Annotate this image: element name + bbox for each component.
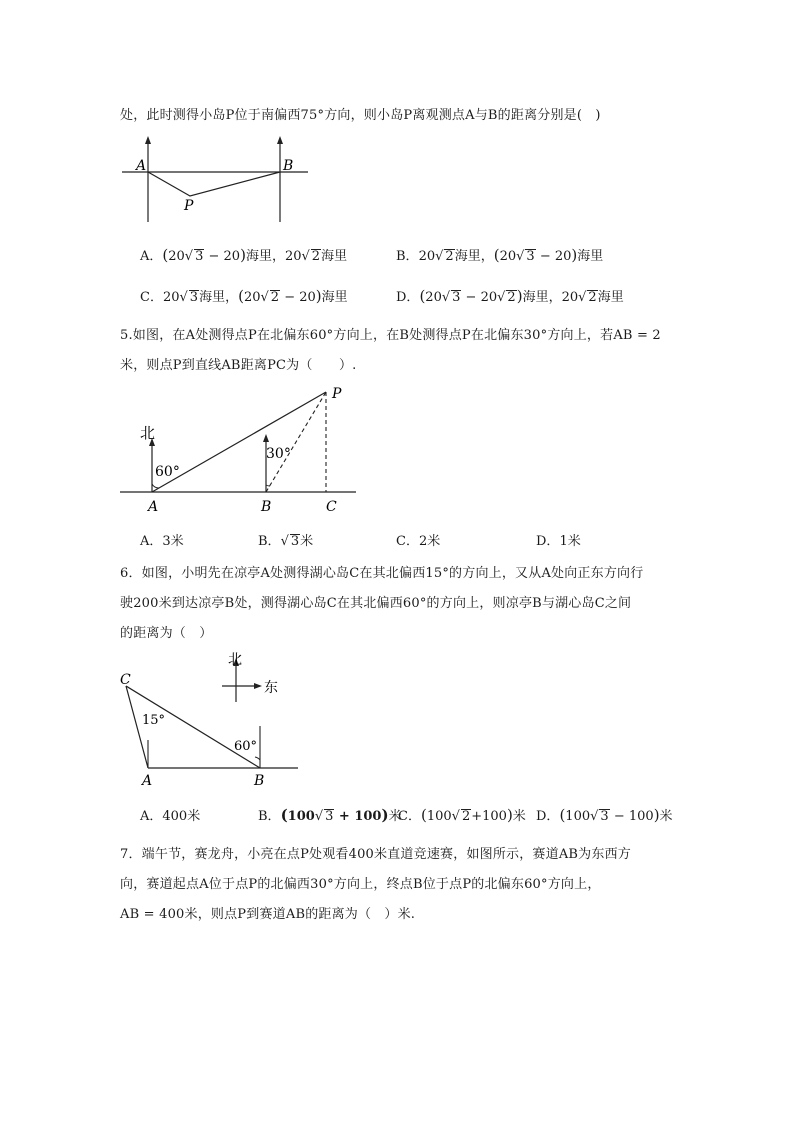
q4-b-root: 2 [445, 249, 454, 264]
q6-option-a[interactable] [140, 805, 200, 824]
q5-arrow-b [263, 434, 269, 442]
q4-d-num2: 20 [561, 290, 579, 305]
q5-option-c[interactable] [396, 530, 440, 549]
q4-b-unit1: 海里， [454, 249, 494, 264]
q5-option-b[interactable]: B．√ 3米 [258, 534, 314, 549]
q4-option-c[interactable]: C．20√ 3海里，(20√ 2 − 20)海里 [140, 287, 348, 305]
q4-d-unit1: 海里， [522, 290, 562, 305]
q4-option-d-label: D． [396, 290, 420, 305]
q4-option-a-label: A． [140, 249, 163, 264]
q5-label-p: P [332, 386, 342, 402]
q4-d-root: 3 [452, 290, 461, 305]
q5-arc-a [152, 484, 159, 488]
q4-figure [118, 136, 318, 226]
q5-option-a-label: A． [140, 534, 163, 549]
q4-label-p: P [184, 198, 194, 214]
q6-arc-b [255, 757, 260, 760]
q6-option-d[interactable]: D．(100√ 3 − 100)米 [536, 806, 673, 824]
q5-option-b-unit: 米 [300, 534, 314, 549]
q6-d-num: 100 [565, 809, 591, 824]
q4-d-root2: 2 [588, 290, 597, 305]
q4-c-num2: 20 [243, 290, 261, 305]
q4-option-c-label: C． [140, 290, 163, 305]
q6-option-c[interactable]: C．(100√ 2+100)米 [398, 806, 526, 824]
q6-option-b-label: B． [258, 809, 281, 824]
q4-a-num2: 20 [284, 249, 302, 264]
q4-option-a[interactable]: A．(20√ 3 − 20)海里，20√ 2海里 [140, 246, 348, 264]
q5-north-label: 北 [140, 424, 156, 442]
q4-d-num: 20 [425, 290, 442, 305]
q5-label-a: A [148, 499, 159, 515]
q4-arrow-a [145, 136, 151, 144]
q4-d-minus: − 20 [461, 290, 498, 305]
q4-c-num: 20 [162, 290, 180, 305]
q6-label-c: C [120, 672, 131, 688]
q4-d-unit2: 海里 [597, 290, 624, 305]
q6-angle-b: 60° [234, 739, 258, 754]
q6-d-unit: 米 [659, 809, 673, 824]
q4-option-d[interactable]: D．(20√ 3 − 20√ 2)海里，20√ 2海里 [396, 287, 624, 305]
q4-a-root2: 2 [311, 249, 321, 264]
q4-a-unit2: 海里 [321, 249, 348, 264]
q6-compass-east-label: 东 [264, 680, 278, 696]
q6-compass-east-arrow [254, 683, 262, 689]
q6-stem-line1: 6．如图，小明先在凉亭A处测得湖心岛C在其北偏西15°的方向上，又从A处向正东方向行 [120, 566, 644, 581]
q7-stem-line1: 7．端午节，赛龙舟，小亮在点P处观看400米直道竞速赛，如图所示，赛道AB为东西方 [120, 847, 631, 862]
q4-a-unit1: 海里， [245, 249, 285, 264]
q6-angle-a: 15° [142, 713, 166, 728]
q4-c-unit1: 海里， [199, 290, 239, 305]
q4-stem-tail: 处，此时测得小岛P位于南偏西75°方向，则小岛P离观测点A与B的距离分别是( ) [120, 108, 601, 123]
q5-option-b-root: 3 [290, 534, 300, 549]
q4-label-a: A [136, 158, 147, 174]
q6-c-num: 100 [426, 809, 452, 824]
q6-stem-line2: 驶200米到达凉亭B处，测得湖心岛C在其北偏西60°的方向上，则凉亭B与湖心岛C之间 [120, 596, 632, 611]
q5-angle-a: 60° [155, 464, 180, 480]
q4-c-minus: − 20 [280, 290, 316, 305]
q6-b-root: 3 [325, 809, 334, 824]
q5-stem-line1: 5.如图，在A处测得点P在北偏东60°方向上，在B处测得点P在北偏东30°方向上，若AB = 2 [120, 328, 661, 343]
q4-arrow-b [277, 136, 283, 144]
q6-c-unit: 米 [512, 809, 526, 824]
q4-b-num2: 20 [499, 249, 517, 264]
q4-label-b: B [283, 158, 294, 174]
q6-d-minus: − 100 [609, 809, 654, 824]
q7-stem-line2: 向，赛道起点A位于点P的北偏西30°方向上，终点B位于点P的北偏东60°方向上， [120, 877, 601, 892]
q5-option-c-label: C． [396, 534, 419, 549]
q4-b-minus: − 20 [535, 249, 572, 264]
q6-b-plus: + 100 [334, 809, 382, 824]
q5-option-d-label: D． [536, 534, 560, 549]
q4-b-unit2: 海里 [577, 249, 604, 264]
q6-d-root: 3 [600, 809, 609, 824]
q5-option-a-text: 3米 [162, 534, 184, 549]
q5-label-b: B [261, 499, 272, 515]
q4-a-root: 3 [195, 249, 204, 264]
q6-option-a-label: A． [140, 809, 163, 824]
q5-option-c-text: 2米 [418, 534, 441, 549]
q6-label-b: B [254, 773, 265, 789]
q6-figure [114, 646, 314, 792]
q6-compass-north-label: 北 [228, 652, 242, 668]
q6-option-c-label: C． [398, 809, 421, 824]
q5-option-a[interactable] [140, 530, 184, 549]
q6-stem-line3: 的距离为（ ） [120, 626, 213, 641]
q6-c-plus: +100 [471, 809, 507, 824]
q6-option-b[interactable]: B．(100√ 3 + 100)米 [258, 806, 402, 824]
q5-stem-line2: 米，则点P到直线AB距离PC为（ ）. [120, 358, 357, 373]
q4-c-root2: 2 [270, 290, 280, 305]
q6-label-a: A [142, 773, 153, 789]
q4-c-unit2: 海里 [321, 290, 348, 305]
q4-option-b-label: B． [396, 249, 419, 264]
q4-a-num: 20 [168, 249, 185, 264]
q5-option-d-text: 1米 [559, 534, 581, 549]
q6-b-num: 100 [287, 809, 315, 824]
q5-line-bp [266, 392, 326, 492]
q4-option-b[interactable]: B．20√ 2海里，(20√ 3 − 20)海里 [396, 246, 604, 264]
q6-b-unit: 米 [388, 809, 402, 824]
q6-option-a-text: 400米 [162, 809, 201, 824]
q4-d-root-b: 2 [507, 290, 516, 305]
q4-b-root2: 3 [526, 249, 535, 264]
q4-a-minus: − 20 [204, 249, 241, 264]
q5-option-b-label: B． [258, 534, 281, 549]
q6-c-root: 2 [461, 809, 471, 824]
q4-c-root: 3 [189, 290, 199, 305]
q7-stem-line3: AB = 400米，则点P到赛道AB的距离为（ ）米. [120, 907, 416, 922]
q4-b-num: 20 [418, 249, 436, 264]
q5-option-d[interactable] [536, 530, 581, 549]
q5-figure [116, 380, 366, 520]
q5-angle-b: 30° [266, 446, 291, 462]
q4-path-p [148, 172, 280, 196]
q6-option-d-label: D． [536, 809, 560, 824]
q5-label-c: C [326, 499, 337, 515]
